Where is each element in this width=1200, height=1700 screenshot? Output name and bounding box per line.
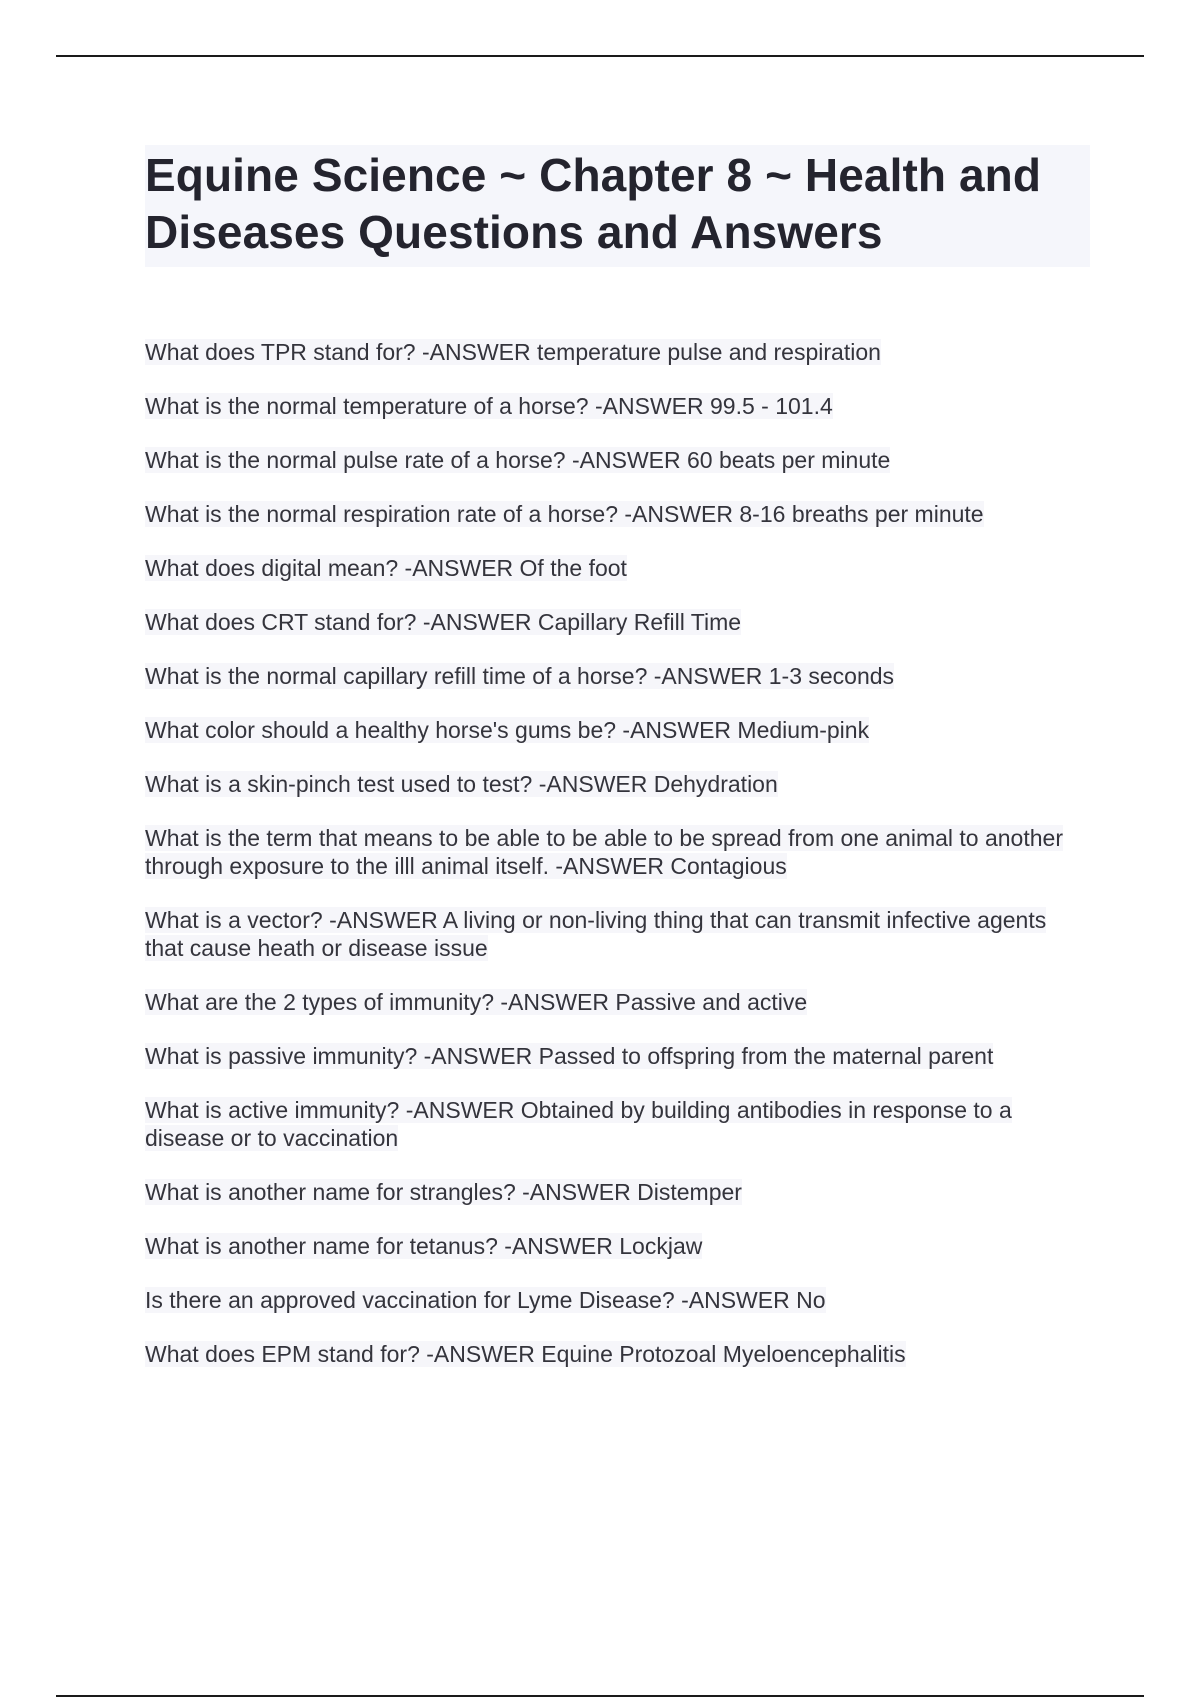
qa-item	[145, 1340, 1075, 1368]
qa-item	[145, 1178, 1075, 1206]
qa-text: What is passive immunity? -ANSWER Passed to offspring from the maternal parent	[145, 1043, 994, 1069]
qa-item	[145, 338, 1075, 366]
qa-text: What is another name for tetanus? -ANSWER Lockjaw	[145, 1233, 703, 1259]
qa-text: What is the normal capillary refill time of a horse? -ANSWER 1-3 seconds	[145, 663, 895, 689]
qa-item	[145, 500, 1075, 528]
qa-list	[145, 338, 1075, 1394]
qa-item	[145, 1042, 1075, 1070]
bottom-divider	[56, 1695, 1144, 1697]
qa-text: What are the 2 types of immunity? -ANSWER Passive and active	[145, 989, 808, 1015]
qa-item	[145, 392, 1075, 420]
qa-text: What does TPR stand for? -ANSWER temperature pulse and respiration	[145, 339, 881, 365]
qa-text: Is there an approved vaccination for Lyme Disease? -ANSWER No	[145, 1287, 826, 1313]
qa-text: What is a skin-pinch test used to test? -ANSWER Dehydration	[145, 771, 778, 797]
qa-item	[145, 988, 1075, 1016]
qa-item	[145, 446, 1075, 474]
qa-item	[145, 608, 1075, 636]
qa-text: What does EPM stand for? -ANSWER Equine Protozoal Myeloencephalitis	[145, 1341, 906, 1367]
qa-item	[145, 1232, 1075, 1260]
qa-text: What color should a healthy horse's gums be? -ANSWER Medium-pink	[145, 717, 870, 743]
qa-text: What is the normal respiration rate of a horse? -ANSWER 8-16 breaths per minute	[145, 501, 984, 527]
qa-item	[145, 1096, 1075, 1152]
qa-item	[145, 824, 1075, 880]
qa-text: What is the normal temperature of a horse? -ANSWER 99.5 - 101.4	[145, 393, 833, 419]
qa-item	[145, 906, 1075, 962]
qa-text: What is another name for strangles? -ANSWER Distemper	[145, 1179, 742, 1205]
qa-text: What does digital mean? -ANSWER Of the foot	[145, 555, 627, 581]
qa-item	[145, 662, 1075, 690]
qa-item	[145, 770, 1075, 798]
qa-text: What is the term that means to be able to be able to be spread from one animal to another through exposure to the illl animal itself. -ANSWER Contagious	[145, 825, 1063, 879]
qa-item	[145, 716, 1075, 744]
qa-text: What is the normal pulse rate of a horse? -ANSWER 60 beats per minute	[145, 447, 891, 473]
document-title: Equine Science ~ Chapter 8 ~ Health and Diseases Questions and Answers	[145, 149, 1042, 258]
qa-text: What is active immunity? -ANSWER Obtained by building antibodies in response to a disease or to vaccination	[145, 1097, 1012, 1151]
title-block	[145, 145, 1090, 267]
top-divider	[56, 55, 1144, 57]
qa-item	[145, 1286, 1075, 1314]
qa-text: What does CRT stand for? -ANSWER Capillary Refill Time	[145, 609, 742, 635]
qa-text: What is a vector? -ANSWER A living or non-living thing that can transmit infective agents that cause heath or disease issue	[145, 907, 1047, 961]
qa-item	[145, 554, 1075, 582]
